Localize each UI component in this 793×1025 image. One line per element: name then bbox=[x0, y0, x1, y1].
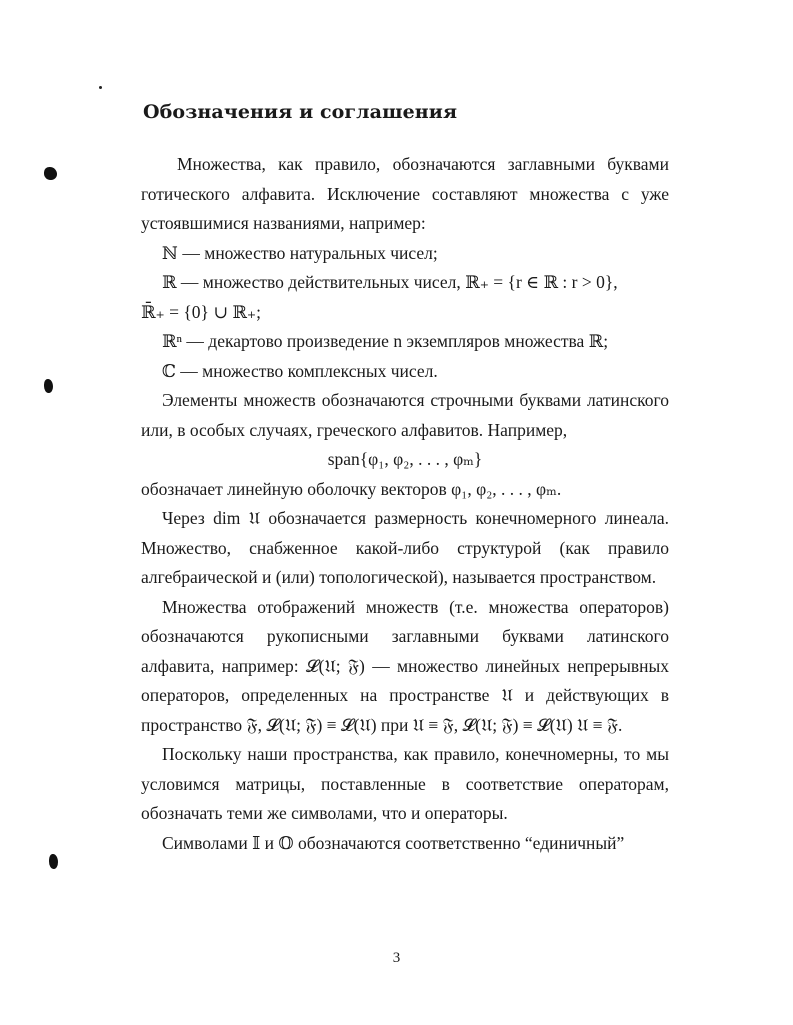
paragraph-dimension: Через dim 𝔘 обозначается размерность конечномерного линеала. Множество, снабженное какой-либо структурой (как правило алгебраической и (или) топологической), называется пространством. bbox=[141, 508, 669, 587]
paragraph-identity-zero: Символами 𝕀 и 𝕆 обозначаются соответственно “единичный” bbox=[162, 832, 625, 853]
scan-speck bbox=[99, 86, 102, 89]
display-formula-span: span{φ₁, φ₂, . . . , φₘ} bbox=[327, 449, 483, 469]
body-text bbox=[141, 150, 669, 858]
list-item-cartesian-power: ℝⁿ — декартово произведение n экземпляров множества ℝ; bbox=[162, 331, 609, 351]
list-item-reals-continued: ℝ̄₊ = {0} ∪ ℝ₊; bbox=[141, 301, 262, 322]
page-number: 3 bbox=[392, 950, 401, 966]
paragraph-matrices: Поскольку наши пространства, как правило, конечномерны, то мы условимся матрицы, поставленные в соответствие операторам, обозначать теми же символами, что и операторы. bbox=[141, 744, 669, 823]
scan-blot bbox=[44, 379, 53, 393]
paragraph-elements: Элементы множеств обозначаются строчными буквами латинского или, в особых случаях, греческого алфавитов. Например, bbox=[141, 390, 669, 440]
paragraph-linear-span: обозначает линейную оболочку векторов φ₁, φ₂, . . . , φₘ. bbox=[141, 478, 562, 499]
paragraph-sets-notation: Множества, как правило, обозначаются заглавными буквами готического алфавита. Исключение составляют множества с уже устоявшимися названиями, например: bbox=[141, 154, 669, 233]
list-item-complex: ℂ — множество комплексных чисел. bbox=[162, 360, 438, 381]
section-heading: Обозначения и соглашения bbox=[143, 101, 458, 123]
paragraph-operators: Множества отображений множеств (т.е. множества операторов) обозначаются рукописными заглавными буквами латинского алфавита, например: 𝓛(𝔘; 𝔉) — множество линейных непрерывных операторов, определенных на пространстве 𝔘 и действующих в пространство 𝔉, 𝓛(𝔘; 𝔉) ≡ 𝓛(𝔘) при 𝔘 ≡ 𝔉, 𝓛(𝔘; 𝔉) ≡ 𝓛(𝔘) 𝔘 ≡ 𝔉. bbox=[141, 596, 669, 735]
list-item-reals: ℝ — множество действительных чисел, ℝ₊ = {r ∈ ℝ : r > 0}, bbox=[162, 272, 618, 292]
scan-blot bbox=[49, 854, 58, 869]
scan-blot bbox=[44, 167, 57, 180]
list-item-naturals: ℕ — множество натуральных чисел; bbox=[162, 242, 438, 263]
